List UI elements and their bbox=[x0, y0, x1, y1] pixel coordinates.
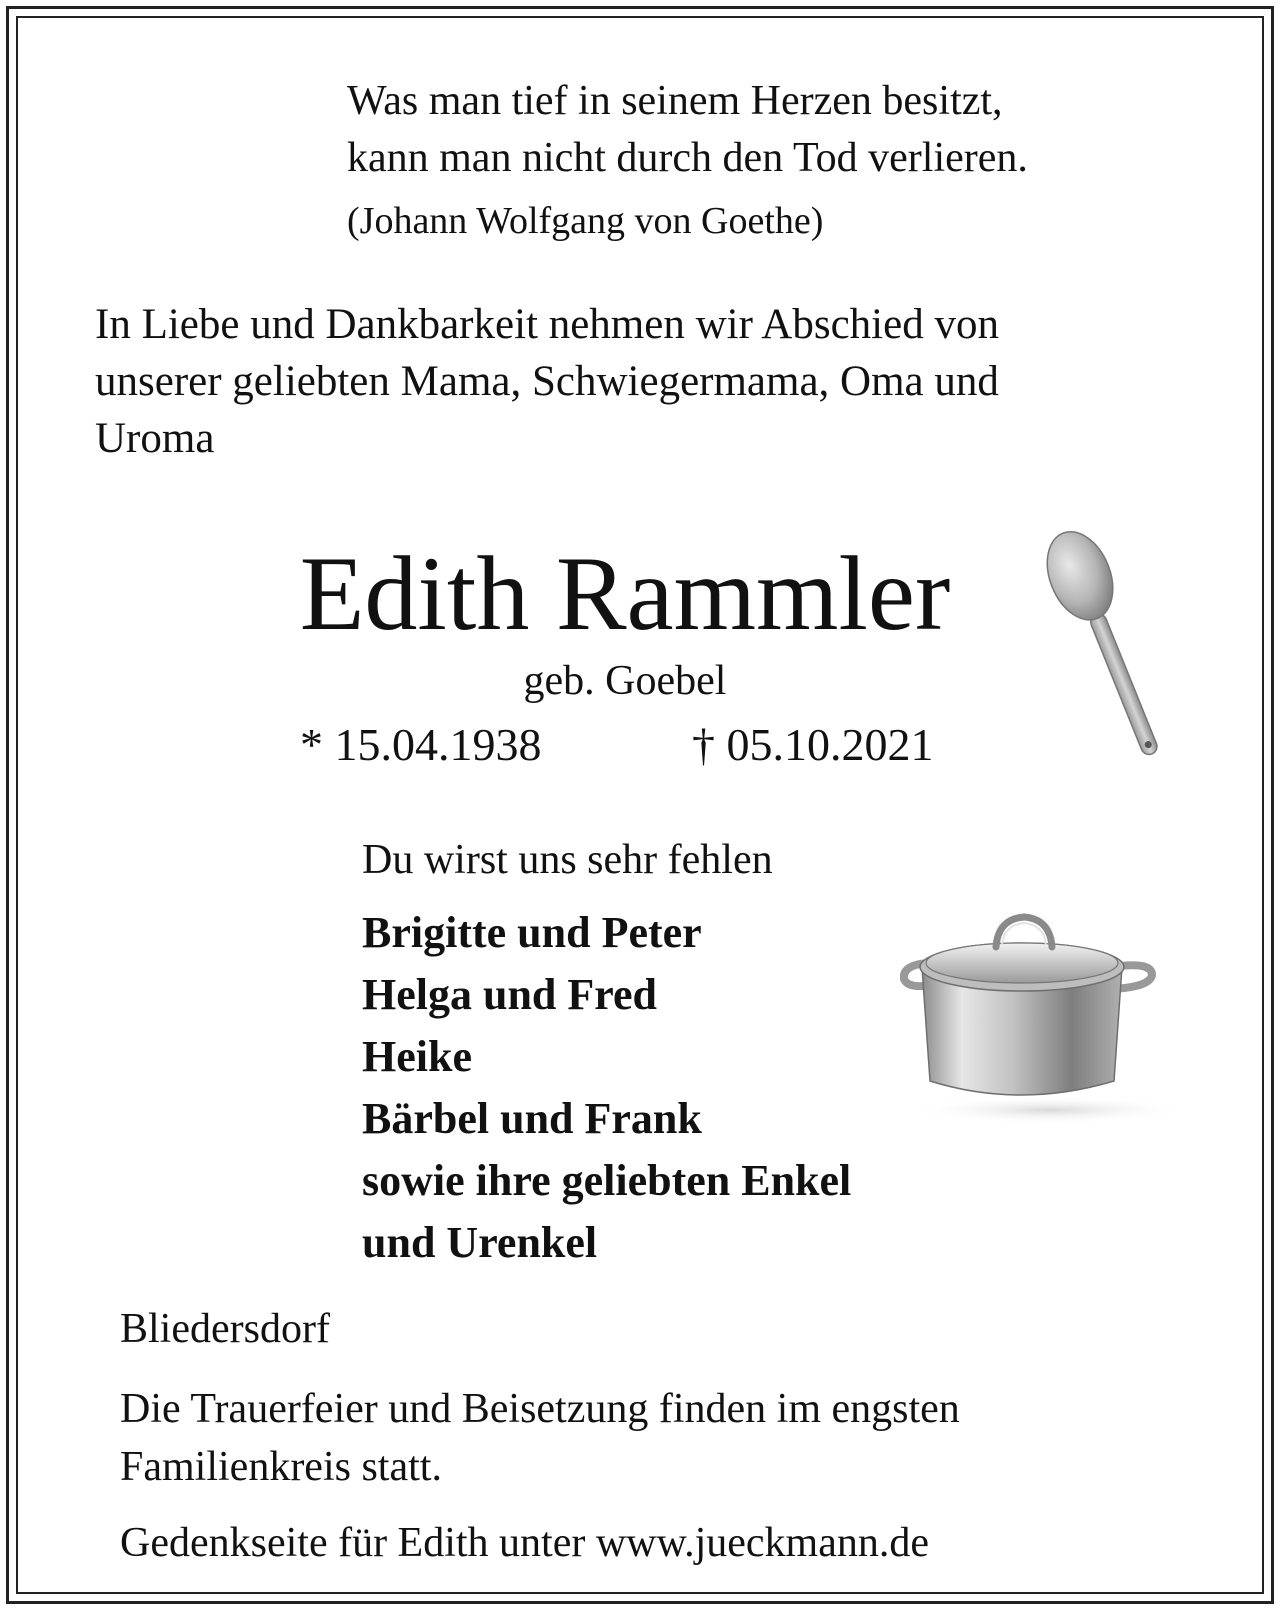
family-member: Bärbel und Frank bbox=[362, 1094, 702, 1143]
death-date: † 05.10.2021 bbox=[692, 719, 934, 770]
quote-line: Was man tief in seinem Herzen besitzt, bbox=[347, 78, 1003, 124]
quote-author: (Johann Wolfgang von Goethe) bbox=[347, 200, 824, 242]
memorial-link-text: Gedenkseite für Edith unter www.jueckmann.de bbox=[120, 1520, 930, 1566]
intro-line: Uroma bbox=[95, 415, 215, 462]
maiden-name: geb. Goebel bbox=[523, 658, 727, 704]
family-member: Helga und Fred bbox=[362, 970, 658, 1019]
intro-line: In Liebe und Dankbarkeit nehmen wir Abschied von bbox=[95, 301, 999, 348]
birth-date: * 15.04.1938 bbox=[300, 719, 542, 770]
family-member: Heike bbox=[362, 1032, 472, 1081]
notice-line: Die Trauerfeier und Beisetzung finden im engsten bbox=[120, 1386, 960, 1432]
notice-line: Familienkreis statt. bbox=[120, 1444, 442, 1490]
place-name: Bliedersdorf bbox=[120, 1306, 330, 1352]
wooden-spoon-icon bbox=[1010, 520, 1210, 780]
family-member: sowie ihre geliebten Enkel bbox=[362, 1156, 852, 1205]
farewell-text: Du wirst uns sehr fehlen bbox=[362, 837, 773, 883]
family-member: und Urenkel bbox=[362, 1218, 598, 1267]
deceased-name: Edith Rammler bbox=[299, 535, 951, 652]
family-member: Brigitte und Peter bbox=[362, 908, 702, 957]
inner-border bbox=[16, 16, 1264, 1594]
cooking-pot-icon bbox=[900, 905, 1200, 1125]
intro-line: unserer geliebten Mama, Schwiegermama, Oma und bbox=[95, 358, 999, 405]
quote-line: kann man nicht durch den Tod verlieren. bbox=[347, 135, 1028, 181]
